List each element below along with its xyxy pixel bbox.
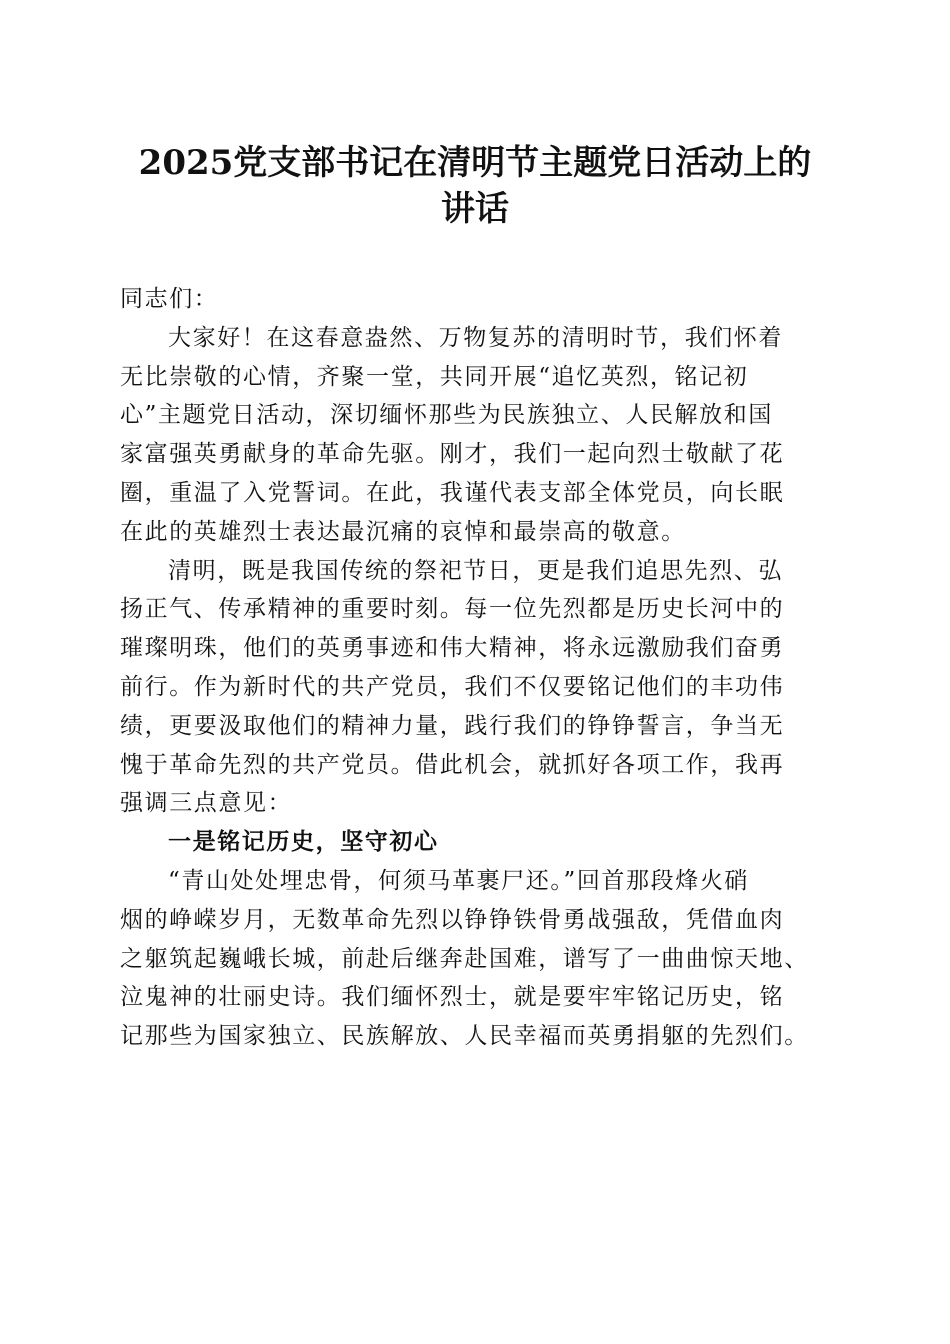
text-line: 扬正气、传承精神的重要时刻。每一位先烈都是历史长河中的 <box>120 596 785 623</box>
text-line: 烟的峥嵘岁月，无数革命先烈以铮铮铁骨勇战强敌，凭借血肉 <box>120 906 785 933</box>
text-line: 圈，重温了入党誓词。在此，我谨代表支部全体党员，向长眠 <box>120 479 785 506</box>
text-line: 绩，更要汲取他们的精神力量，践行我们的铮铮誓言，争当无 <box>120 712 785 739</box>
title-line: 讲话 <box>441 189 509 229</box>
text-line: 大家好！在这春意盎然、万物复苏的清明时节，我们怀着 <box>168 324 783 351</box>
text-line: 泣鬼神的壮丽史诗。我们缅怀烈士，就是要牢牢铭记历史，铭 <box>120 984 785 1011</box>
text-line: 愧于革命先烈的共产党员。借此机会，就抓好各项工作，我再 <box>120 751 785 778</box>
section-heading: 一是铭记历史，坚守初心 <box>168 828 439 856</box>
text-line: “青山处处埋忠骨，何须马革裹尸还。”回首那段烽火硝 <box>168 867 750 894</box>
text-line: 心”主题党日活动，深切缅怀那些为民族独立、人民解放和国 <box>120 402 773 429</box>
text-line: 清明，既是我国传统的祭祀节日，更是我们追思先烈、弘 <box>168 557 783 584</box>
text-line: 璀璨明珠，他们的英勇事迹和伟大精神，将永远激励我们奋勇 <box>120 635 785 662</box>
title-line: 2025党支部书记在清明节主题党日活动上的 <box>138 143 812 183</box>
text-line: 家富强英勇献身的革命先驱。刚才，我们一起向烈士敬献了花 <box>120 441 785 468</box>
document-body <box>120 280 840 1056</box>
text-line: 前行。作为新时代的共产党员，我们不仅要铭记他们的丰功伟 <box>120 673 785 700</box>
text-line: 在此的英雄烈士表达最沉痛的哀悼和最崇高的敬意。 <box>120 518 686 545</box>
document-title <box>100 140 850 232</box>
text-line: 记那些为国家独立、民族解放、人民幸福而英勇捐躯的先烈们。 <box>120 1023 809 1050</box>
text-line: 之躯筑起巍峨长城，前赴后继奔赴国难，谱写了一曲曲惊天地、 <box>120 945 809 972</box>
text-line: 强调三点意见： <box>120 790 293 817</box>
salutation: 同志们： <box>120 286 219 312</box>
text-line: 无比崇敬的心情，齐聚一堂，共同开展“追忆英烈，铭记初 <box>120 363 749 390</box>
